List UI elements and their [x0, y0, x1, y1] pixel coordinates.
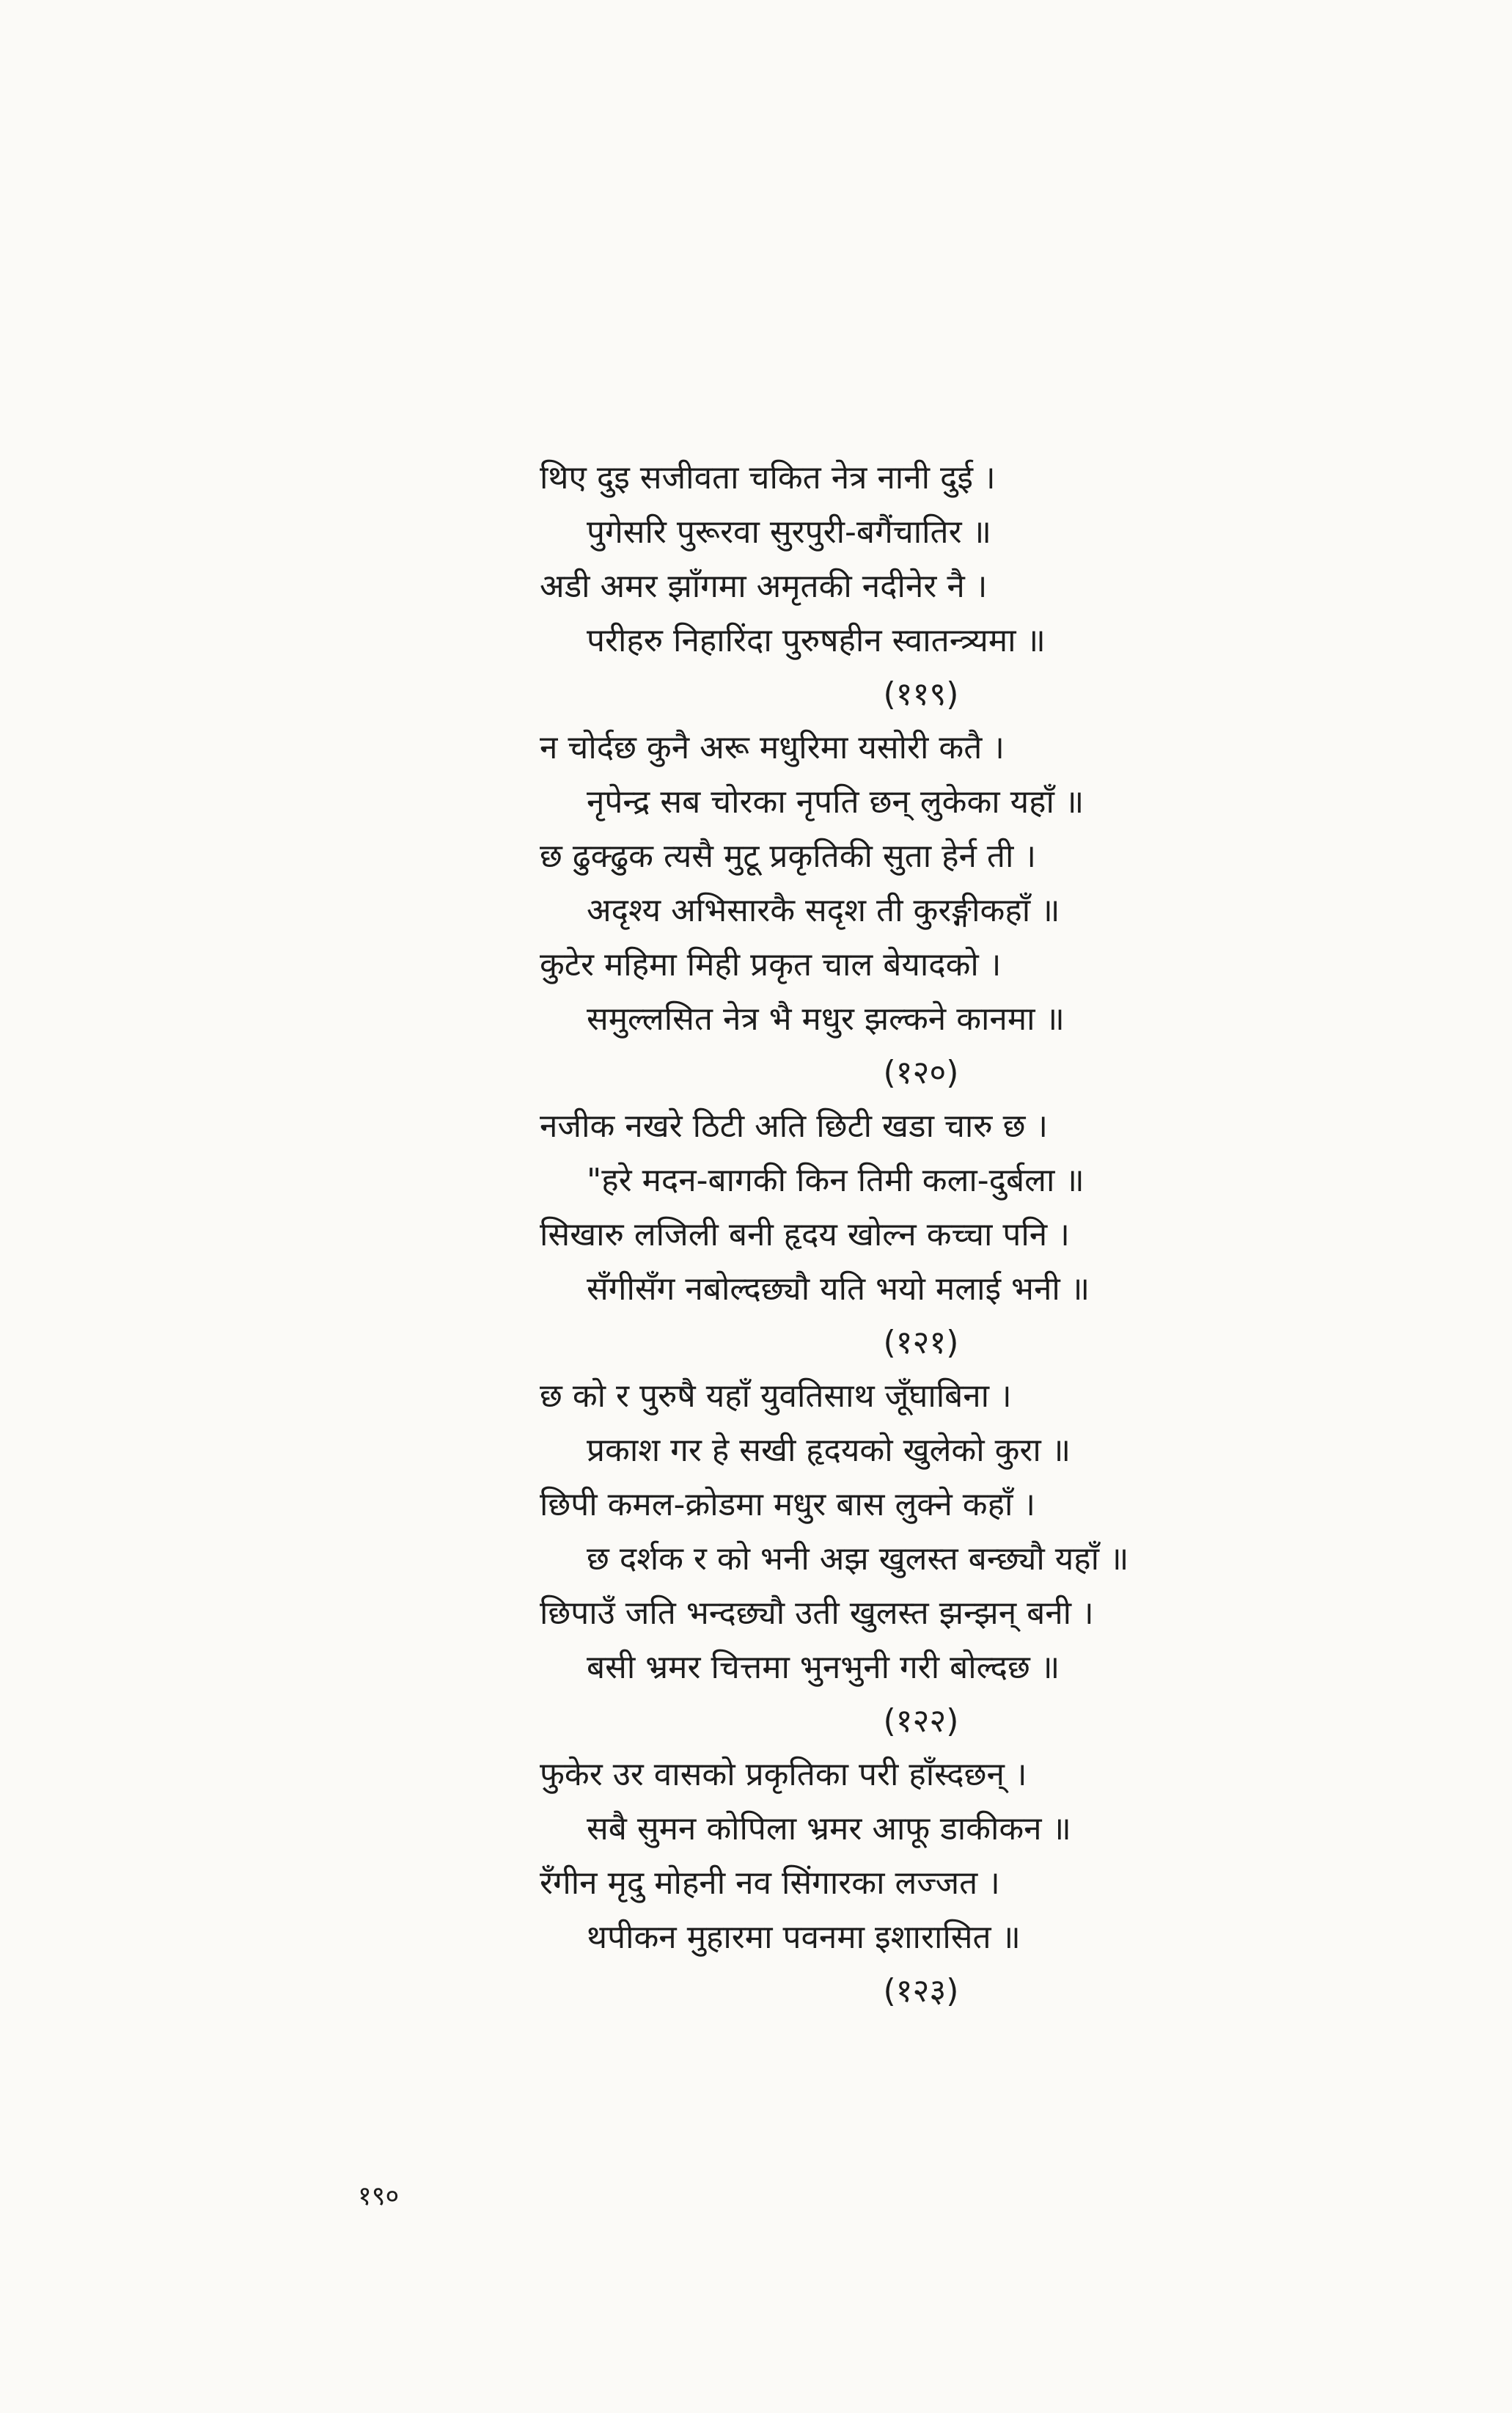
verse-line: बसी भ्रमर चित्तमा भुनभुनी गरी बोल्दछ ॥	[587, 1649, 1060, 1686]
verse-line: छ को र पुरुषै यहाँ युवतिसाथ जूँघाबिना ।	[540, 1377, 1012, 1415]
verse-line: थिए दुइ सजीवता चकित नेत्र नानी दुई ।	[540, 459, 996, 497]
verse-line: प्रकाश गर हे सखी हृदयको खुलेको कुरा ॥	[587, 1432, 1071, 1469]
stanza-123	[540, 1748, 1302, 2018]
stanza-number: (१२०)	[883, 1054, 959, 1091]
verse-line: रँगीन मृदु मोहनी नव सिंगारका लज्जत ।	[540, 1864, 1000, 1902]
verse-line: समुल्लसित नेत्र भै मधुर झल्कने कानमा ॥	[587, 1000, 1065, 1038]
verse-line: पुगेसरि पुरूरवा सुरपुरी-बगैंचातिर ॥	[587, 513, 991, 551]
stanza-number: (११९)	[883, 675, 959, 713]
verse-line: फुकेर उर वासको प्रकृतिका परी हाँस्दछन् ।	[540, 1756, 1027, 1793]
poem-text	[540, 451, 1302, 2018]
verse-line: छ दर्शक र को भनी अझ खुलस्त बन्छ्यौ यहाँ ॥	[587, 1540, 1129, 1578]
verse-line: सिखारु लजिली बनी हृदय खोल्न कच्चा पनि ।	[540, 1216, 1070, 1253]
verse-line: छ ढुक्ढुक त्यसै मुटू प्रकृतिकी सुता हेर्न ती ।	[540, 838, 1037, 875]
page-number: १९०	[358, 2181, 400, 2211]
verse-line: कुटेर महिमा मिही प्रकृत चाल बेयादको ।	[540, 946, 1002, 984]
verse-line: सँगीसँग नबोल्दछ्यौ यति भयो मलाई भनी ॥	[587, 1270, 1090, 1308]
verse-line: छिपी कमल-क्रोडमा मधुर बास लुक्ने कहाँ ।	[540, 1486, 1036, 1523]
verse-line: "हरे मदन-बागकी किन तिमी कला-दुर्बला ॥	[587, 1162, 1085, 1199]
verse-line: नृपेन्द्र सब चोरका नृपति छन् लुकेका यहाँ ॥	[587, 783, 1085, 821]
verse-line: न चोर्दछ कुनै अरू मधुरिमा यसोरी कतै ।	[540, 729, 1005, 766]
stanza-number: (१२१)	[883, 1324, 959, 1361]
verse-line: परीहरु निहारिंदा पुरुषहीन स्वातन्त्र्यमा ॥	[587, 622, 1046, 659]
verse-line: छिपाउँ जति भन्दछ्यौ उती खुलस्त झन्झन् बनी ।	[540, 1594, 1094, 1632]
verse-line: अडी अमर झाँगमा अमृतकी नदीनेर नै ।	[540, 568, 988, 605]
verse-line: नजीक नखरे ठिटी अति छिटी खडा चारु छ ।	[540, 1107, 1049, 1145]
verse-line: सबै सुमन कोपिला भ्रमर आफू डाकीकन ॥	[587, 1810, 1071, 1848]
stanza-119	[540, 451, 1302, 721]
verse-line: थपीकन मुहारमा पवनमा इशारासित ॥	[587, 1919, 1021, 1956]
stanza-122	[540, 1369, 1302, 1748]
stanza-120	[540, 721, 1302, 1099]
stanza-number: (१२३)	[883, 1972, 959, 2010]
verse-line: अदृश्य अभिसारकै सदृश ती कुरङ्गीकहाँ ॥	[587, 892, 1060, 929]
stanza-121	[540, 1099, 1302, 1369]
stanza-number: (१२२)	[883, 1702, 959, 1740]
